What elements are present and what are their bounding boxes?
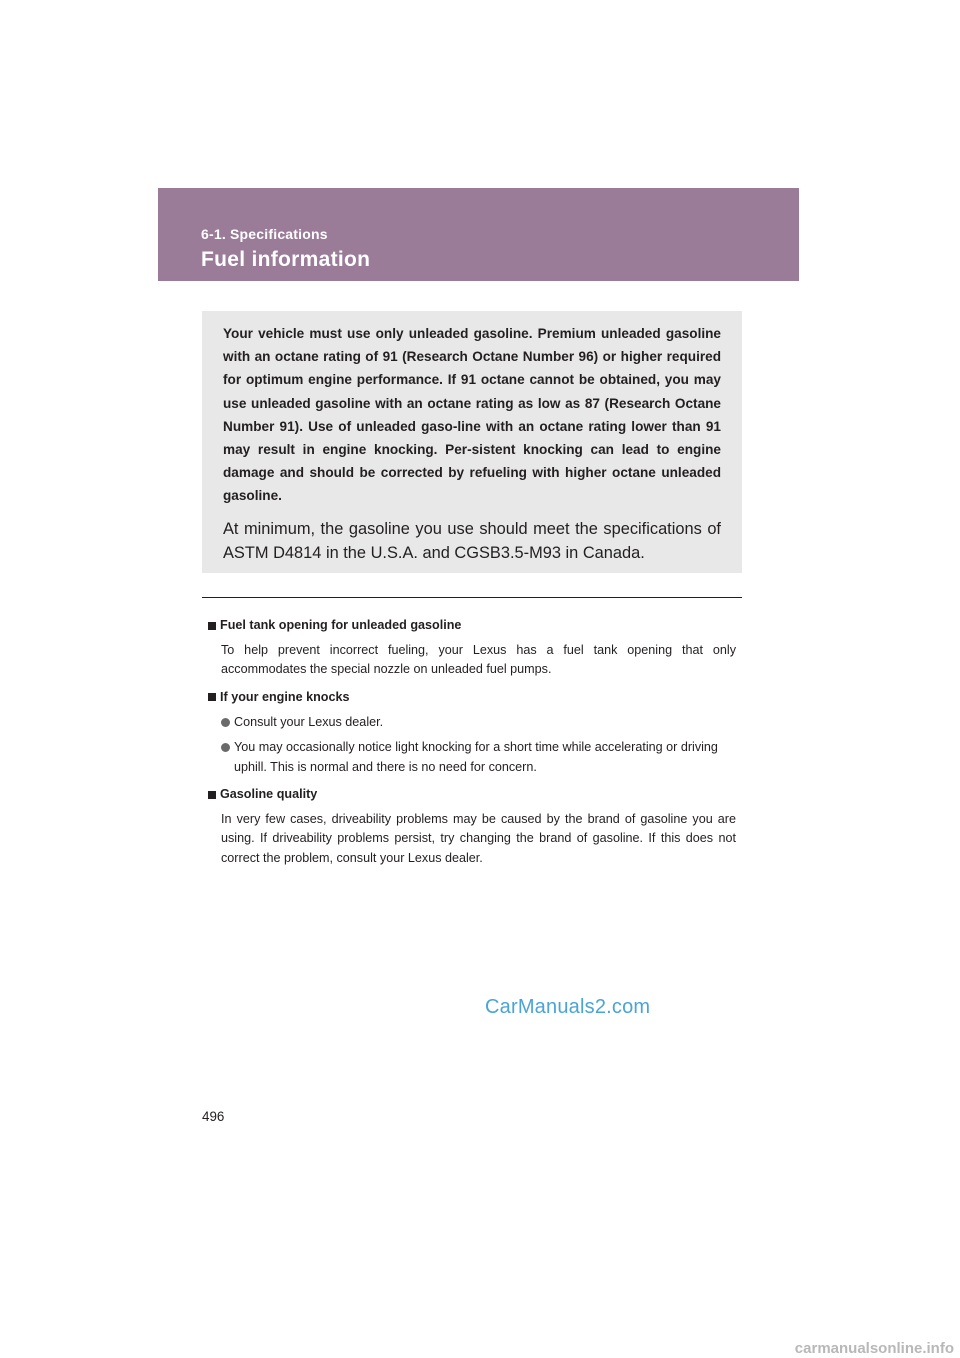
- notes-section: [208, 616, 736, 876]
- section-header-band: [158, 188, 799, 281]
- section-label: 6-1. Specifications: [201, 226, 328, 242]
- page-title: Fuel information: [201, 248, 371, 271]
- page-number: 496: [202, 1109, 225, 1124]
- list-item: [221, 713, 736, 732]
- square-bullet-icon: [208, 791, 216, 799]
- note-fuel-tank-opening: [208, 616, 736, 680]
- note-heading: If your engine knocks: [220, 689, 350, 704]
- note-body: To help prevent incorrect fueling, your Lexus has a fuel tank opening that only accommodates the special nozzle on unleaded fuel pumps.: [221, 643, 736, 677]
- square-bullet-icon: [208, 693, 216, 701]
- circle-bullet-icon: [221, 718, 230, 727]
- square-bullet-icon: [208, 622, 216, 630]
- note-engine-knocks: [208, 688, 736, 777]
- list-item: [221, 738, 736, 777]
- note-heading: Fuel tank opening for unleaded gasoline: [220, 618, 462, 632]
- divider: [202, 597, 742, 598]
- circle-bullet-icon: [221, 743, 230, 752]
- intro-box: [202, 311, 742, 573]
- watermark-link[interactable]: CarManuals2.com: [485, 996, 651, 1018]
- note-body: In very few cases, driveability problems may be caused by the brand of gasoline you are using. If driveability problems persist, try changing the brand of gasoline. If this does not correct the problem, consult your Lexus dealer.: [221, 812, 736, 865]
- bullet-text: You may occasionally notice light knocking for a short time while accelerating or driving uphill. This is normal and there is no need for concern.: [234, 740, 718, 774]
- intro-main-text: Your vehicle must use only unleaded gasoline. Premium unleaded gasoline with an octane rating of 91 (Research Octane Number 96) or higher required for optimum engine performance. If 91 octane cannot be obtained, you may use unleaded gasoline with an octane rating as low as 87 (Research Octane Number 91). Use of unleaded gaso-line with an octane rating lower than 91 may result in engine knocking. Per-sistent knocking can lead to engine damage and should be corrected by refueling with higher octane unleaded gasoline.: [223, 326, 721, 504]
- intro-spec-text: At minimum, the gasoline you use should meet the specifications of ASTM D4814 in the U.S.A. and CGSB3.5-M93 in Canada.: [223, 519, 721, 562]
- note-gasoline-quality: [208, 785, 736, 868]
- footer-watermark: carmanualsonline.info: [600, 1340, 960, 1358]
- note-heading: Gasoline quality: [220, 787, 318, 802]
- bullet-text: Consult your Lexus dealer.: [234, 714, 384, 729]
